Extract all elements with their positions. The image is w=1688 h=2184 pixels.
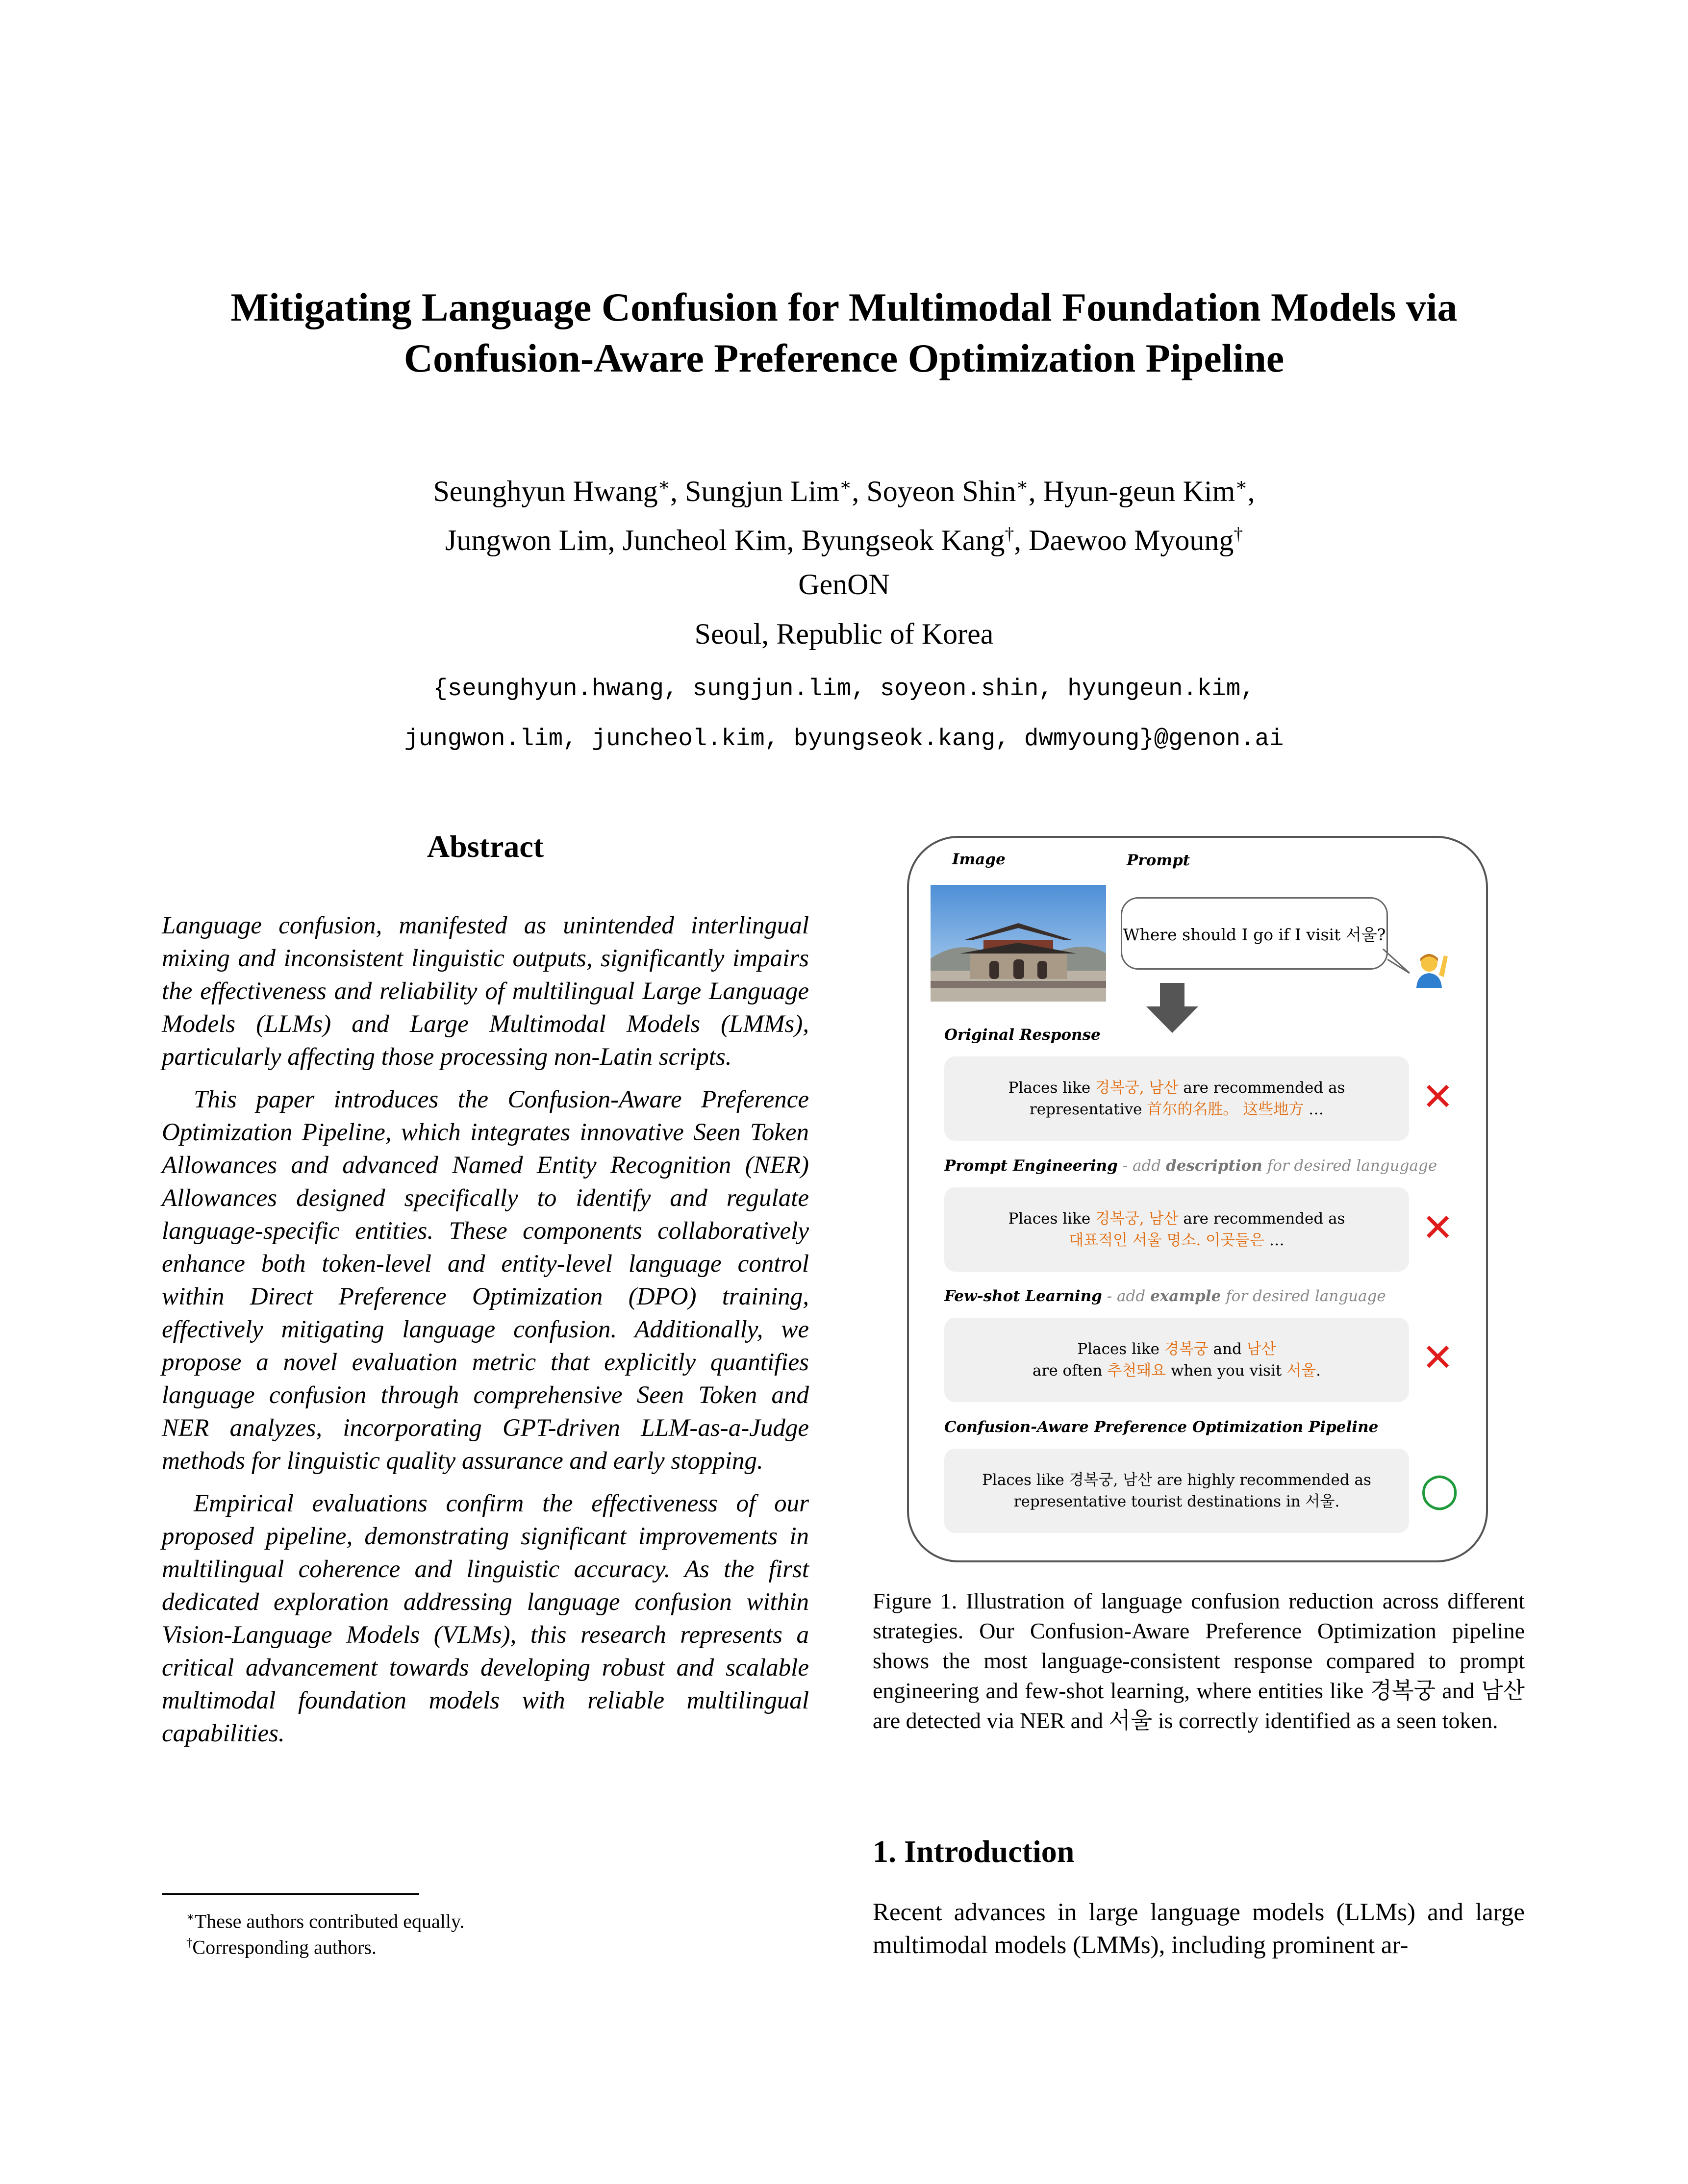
person-raising-hand-icon [1410,949,1449,988]
wrong-mark-icon: ✕ [1422,1075,1454,1119]
title-line-2: Confusion-Aware Preference Optimization Pipeline [403,336,1285,380]
response-line [944,1338,1409,1360]
section-sub-bold: example [1150,1287,1221,1305]
response-line [944,1360,1409,1381]
response-box-prompt-engineering [944,1187,1409,1272]
response-text: are often [1033,1362,1108,1380]
author-name: Seunghyun Hwang [433,475,658,507]
response-line [944,1077,1409,1099]
footnote-rule [162,1893,419,1895]
section-label-few-shot: Few-shot Learning [944,1287,1102,1305]
response-line [944,1208,1409,1230]
response-text: Places like [1008,1210,1096,1228]
response-text: Places like [1077,1340,1164,1358]
email-line-1: {seunghyun.hwang, sungjun.lim, soyeon.shin, hyungeun.kim, [433,675,1255,703]
author-name: Hyun-geun Kim [1043,475,1235,507]
response-text: Places like [1008,1079,1096,1097]
figure-caption: Figure 1. Illustration of language confusion reduction across different strategies. Our Confusion-Aware Preference Optimization pipeline shows the most language-consistent response compared to prompt engineering and few-shot learning, where entities like 경복궁 and 남산 are detected via NER and 서울 is correctly identified as a seen token. [873,1588,1525,1733]
affiliation: GenON [798,568,890,601]
introduction-body: Recent advances in large language models (LLMs) and large multimodal models (LMMs), including prominent ar- [873,1899,1525,1959]
prompt-text-korean: 서울? [1345,925,1386,944]
wrong-mark-icon: ✕ [1422,1206,1454,1250]
corresponding-mark: † [1234,524,1243,544]
response-box-few-shot [944,1318,1409,1402]
location: Seoul, Republic of Korea [694,618,994,650]
author-name: Sungjun Lim [685,475,840,507]
response-line: Places like 경복궁, 남산 are highly recommended as [982,1471,1371,1489]
response-line: representative tourist destinations in 서울. [1013,1493,1340,1510]
abstract-body [162,909,809,1760]
response-line [944,1099,1409,1120]
figure-prompt-label: Prompt [1127,852,1190,869]
corresponding-mark: † [1005,524,1014,544]
correct-mark-icon: ○ [1420,1463,1460,1515]
email-line-2: jungwon.lim, juncheol.kim, byungseok.kang, dwmyoung}@genon.ai [404,725,1284,753]
section-label-prompt-engineering-row [944,1157,1437,1175]
prompt-bubble [1121,897,1388,970]
section-label-original: Original Response [944,1026,1101,1044]
wrong-mark-icon: ✕ [1422,1336,1454,1380]
palace-illustration [931,885,1106,1002]
equal-mark: ∗ [1016,475,1029,495]
confused-text: 首尔的名胜。 这些地方 [1147,1101,1304,1118]
response-box-original [944,1056,1409,1141]
response-text: representative [1029,1101,1147,1118]
author-line-2: Jungwon Lim, Juncheol Kim, Byungseok Kang†, Daewoo Myoung† [445,524,1243,556]
author-name: Soyeon Shin [866,475,1016,507]
response-line [944,1230,1409,1251]
footnote-corresponding-text: Corresponding authors. [192,1936,377,1958]
section-sub-pre: - add [1102,1287,1151,1305]
section-sub-post: for desired language [1221,1287,1386,1305]
response-text: … [1264,1231,1285,1249]
section-label-few-shot-row [944,1287,1386,1305]
confused-text: 추천돼요 [1107,1362,1166,1380]
figure-image-label: Image [952,851,1006,868]
response-text: and [1208,1340,1247,1358]
paper-title [98,282,1590,384]
highlighted-entity: 경복궁, 남산 [1095,1210,1179,1228]
introduction-heading: 1. Introduction [873,1834,1075,1869]
section-sub-pre: - add [1117,1157,1166,1175]
highlighted-entity: 경복궁, 남산 [1095,1079,1179,1097]
response-text: are recommended as [1178,1210,1345,1228]
abstract-paragraph-1: Language confusion, manifested as unintended interlingual mixing and inconsistent linguistic outputs, significantly impairs the effectiveness and reliability of multilingual Large Language Models (LLMs) and Large Multimodal Models (LMMs), particularly affecting those processing non-Latin scripts. [162,912,809,1071]
author-name: Daewoo Myoung [1029,524,1234,556]
highlighted-entity: 경복궁 [1164,1340,1209,1358]
corresponding-mark: † [186,1936,193,1950]
user-icon [1410,949,1449,988]
author-name: Byungseok Kang [801,524,1005,556]
response-text: … [1304,1101,1324,1118]
equal-mark: ∗ [1235,475,1248,495]
footnote-equal-text: These authors contributed equally. [194,1910,465,1933]
section-label-capo-pipeline: Confusion-Aware Preference Optimization Pipeline [944,1418,1379,1436]
response-text: when you visit [1166,1362,1287,1380]
abstract-heading: Abstract [427,829,544,864]
section-sub-bold: description [1166,1157,1262,1175]
down-arrow-icon [1145,983,1199,1034]
footnote-equal [186,1905,464,1934]
equal-mark: ∗ [186,1910,195,1924]
equal-mark: ∗ [839,475,852,495]
highlighted-entity: 남산 [1246,1340,1276,1358]
response-box-capo-pipeline [944,1449,1409,1533]
prompt-text: Where should I go if I visit [1123,925,1341,944]
author-name: Jungwon Lim [445,524,608,556]
response-text: . [1316,1362,1321,1380]
highlighted-entity: 서울 [1286,1362,1316,1380]
title-line-1: Mitigating Language Confusion for Multimodal Foundation Models via [230,285,1458,329]
footnote-corresponding [186,1931,377,1960]
abstract-paragraph-2: This paper introduces the Confusion-Aware Preference Optimization Pipeline, which integrates innovative Seen Token Allowances and advanced Named Entity Recognition (NER) Allowances designed specifically to identify and regulate language-specific entities. These components collaboratively enhance both token-level and entity-level language control within Direct Preference Optimization (DPO) training, effectively mitigating language confusion. Additionally, we propose a novel evaluation metric that explicitly quantifies language confusion through comprehensive Seen Token and NER analyzes, incorporating GPT-driven LLM-as-a-Judge methods for linguistic quality assurance and early stopping. [162,1086,809,1475]
section-label-prompt-engineering: Prompt Engineering [944,1157,1118,1175]
response-text: are recommended as [1178,1079,1345,1097]
abstract-paragraph-3: Empirical evaluations confirm the effectiveness of our proposed pipeline, demonstrating significant improvements in multilingual coherence and linguistic accuracy. As the first dedicated exploration addressing language confusion within Vision-Language Models (VLMs), this research represents a critical advancement towards developing robust and scalable multimodal foundation models with reliable multilingual capabilities. [162,1490,809,1747]
palace-photo [931,885,1106,1002]
confused-text: 대표적인 서울 명소. 이곳들은 [1069,1231,1264,1249]
section-sub-post: for desired langugage [1262,1157,1437,1175]
author-line-1: Seunghyun Hwang∗, Sungjun Lim∗, Soyeon Shin∗, Hyun-geun Kim∗, [433,475,1255,507]
equal-mark: ∗ [657,475,671,495]
author-name: Juncheol Kim [622,524,787,556]
